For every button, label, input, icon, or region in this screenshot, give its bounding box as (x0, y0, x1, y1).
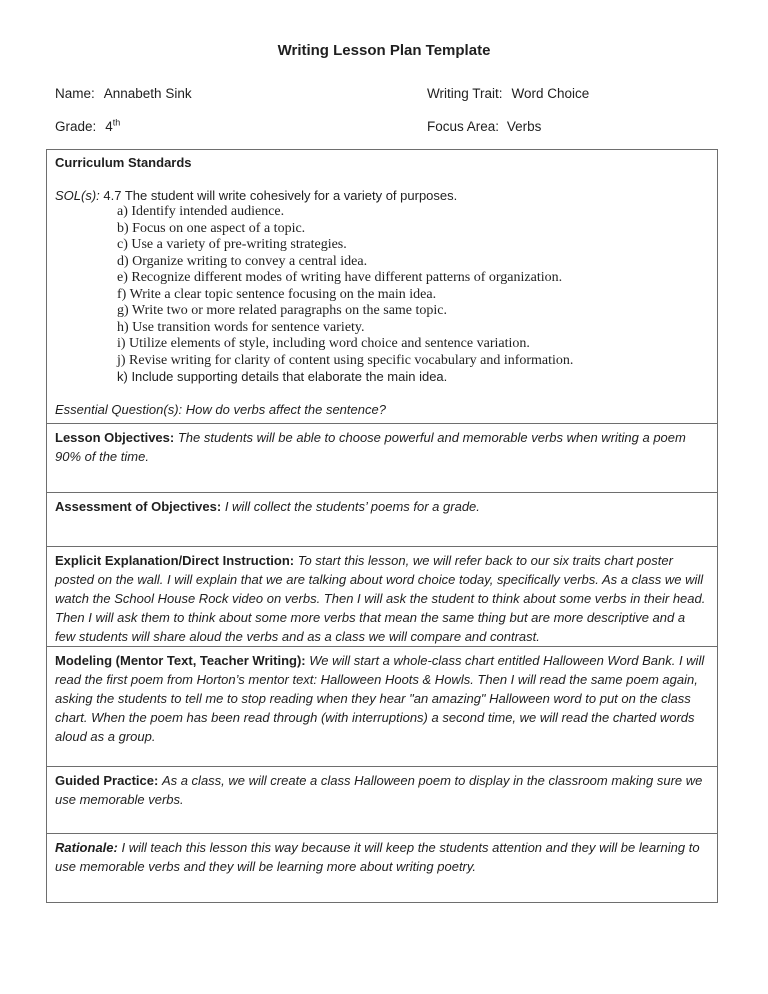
sol-item-f: f) Write a clear topic sentence focusing on the main idea. (117, 286, 437, 302)
blank-line (55, 386, 708, 402)
essential-question: Essential Question(s): How do verbs affect the sentence? (55, 401, 386, 417)
writing-trait-value: Word Choice (511, 86, 590, 101)
explicit-explanation-text: To start this lesson, we will refer back to our six traits chart poster posted on the wall. I will explain that we are talking about word choice today, specifically verbs. As a class we will watch the School House Rock video on verbs. Then I will ask the student to think about some verbs in their head. Then I will ask them to think about some more verbs that mean the same thing but are more descriptive and a few students will share aloud the verbs and as a class we will compare and contrast. (55, 553, 706, 644)
sol-item-b: b) Focus on one aspect of a topic. (117, 220, 306, 236)
sol-item-k: k) Include supporting details that elaborate the main idea. (117, 369, 448, 384)
blank-line (55, 172, 708, 188)
sol-line (55, 188, 708, 205)
page-title: Writing Lesson Plan Template (277, 42, 491, 59)
assessment-of-objectives-text: I will collect the students’ poems for a grade. (224, 499, 480, 514)
grade-label: Grade: (55, 119, 97, 134)
explicit-explanation-row (47, 546, 717, 646)
grade-value: 4 (105, 119, 113, 134)
lesson-objectives-row (47, 423, 717, 492)
curriculum-standards-cell (47, 150, 717, 423)
lesson-objectives-label: Lesson Objectives: (55, 430, 175, 445)
rationale-text: I will teach this lesson this way because it will keep the students attention and they will be learning to use memorable verbs and they will be learning more about writing poetry. (55, 840, 700, 874)
rationale-label: Rationale: (55, 840, 118, 855)
guided-practice-row (47, 766, 717, 833)
header-focus-area-line (427, 119, 541, 134)
header-name-line (55, 86, 192, 101)
sol-item-h: h) Use transition words for sentence variety. (117, 319, 365, 335)
name-label: Name: (55, 86, 95, 101)
sol-item-j: j) Revise writing for clarity of content using specific vocabulary and information. (117, 352, 574, 368)
sol-item-c: c) Use a variety of pre-writing strategies. (117, 237, 347, 252)
sol-item-d: d) Organize writing to convey a central idea. (117, 253, 368, 269)
modeling-row (47, 646, 717, 766)
lesson-objectives-text: The students will be able to choose powerful and memorable verbs when writing a poem 90% of the time. (55, 430, 686, 464)
grade-ordinal: th (112, 117, 121, 128)
header-writing-trait-line (427, 86, 589, 101)
curriculum-standards-heading: Curriculum Standards (55, 155, 192, 170)
sol-item-a: a) Identify intended audience. (117, 204, 285, 219)
explicit-explanation-label: Explicit Explanation/Direct Instruction: (55, 553, 295, 568)
sol-sub-items (117, 204, 708, 386)
writing-trait-label: Writing Trait: (427, 86, 503, 101)
assessment-of-objectives-row (47, 492, 717, 546)
focus-area-label: Focus Area: (427, 119, 500, 134)
guided-practice-label: Guided Practice: (55, 773, 159, 788)
assessment-of-objectives-label: Assessment of Objectives: (55, 499, 222, 514)
name-value: Annabeth Sink (103, 86, 192, 101)
sol-item-i: i) Utilize elements of style, including word choice and sentence variation. (117, 336, 530, 351)
sol-item-g: g) Write two or more related paragraphs on the same topic. (117, 303, 448, 318)
focus-area-value: Verbs (506, 119, 542, 134)
sol-item-e: e) Recognize different modes of writing have different patterns of organization. (117, 270, 563, 285)
rationale-row (47, 833, 717, 902)
sol-text: 4.7 The student will write cohesively for a variety of purposes. (103, 187, 458, 203)
modeling-text: We will start a whole-class chart entitled Halloween Word Bank. I will read the first poem from Horton’s mentor text: Halloween Hoots & Howls. Then I will read the same poem again, asking the students to tell me to stop reading when they hear "an amazing" Halloween word to put on the class chart. When the poem has been read through (with interruptions) a second time, we will read the charted words aloud as a group. (55, 653, 705, 744)
guided-practice-text: As a class, we will create a class Halloween poem to display in the classroom making sure we use memorable verbs. (55, 773, 703, 807)
header-grade-line (55, 119, 120, 134)
lesson-plan-table (46, 149, 718, 903)
sol-label: SOL(s): (55, 187, 100, 203)
modeling-label: Modeling (Mentor Text, Teacher Writing): (55, 653, 306, 668)
